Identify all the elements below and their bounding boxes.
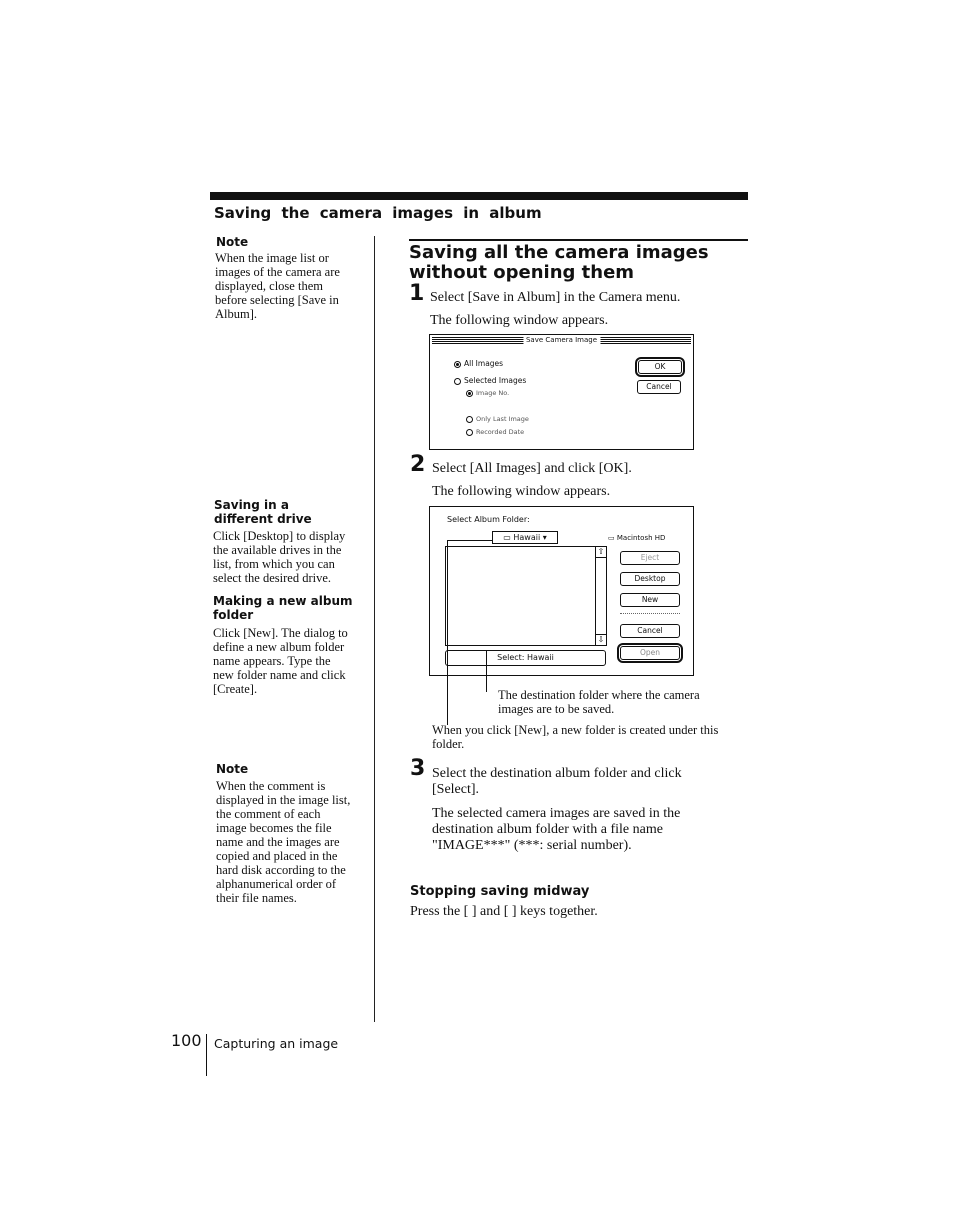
step-1-sub: The following window appears. [430, 313, 609, 328]
folder-popup[interactable] [492, 531, 558, 544]
dialog-label: Select Album Folder: [447, 515, 530, 524]
scroll-up-icon[interactable]: ⇧ [597, 547, 605, 556]
page-number: 100 [171, 1031, 202, 1050]
step-3-text: Select the destination album folder and click [Select]. [432, 766, 682, 797]
eject-button[interactable]: Eject [620, 551, 680, 565]
different-drive-heading: Saving in a different drive [214, 498, 312, 526]
radio-icon [466, 429, 473, 436]
step-2-sub: The following window appears. [432, 484, 611, 499]
option-image-no-label: Image No. [476, 389, 510, 397]
option-recorded-date-label: Recorded Date [476, 428, 525, 436]
note2-heading: Note [216, 762, 249, 776]
option-recorded-date[interactable] [466, 428, 524, 436]
new-album-text: Click [New]. The dialog to define a new album folder name appears. Type the new folder name and click [Create]. [213, 626, 348, 696]
select-album-folder-dialog [429, 506, 694, 676]
column-divider [374, 236, 375, 1022]
cancel-button[interactable]: Cancel [637, 380, 681, 394]
dialog-title: Save Camera Image [523, 335, 600, 345]
folder-list[interactable] [445, 546, 607, 646]
footer-divider [206, 1034, 207, 1076]
new-button[interactable]: New [620, 593, 680, 607]
step-3-sub: The selected camera images are saved in the destination album folder with a file name "IMAGE***" (***: serial number). [432, 806, 681, 853]
note-text: When the image list or images of the camera are displayed, close them before selecting [Save in Album]. [215, 251, 340, 321]
drive-label [608, 534, 665, 542]
step-3-number: 3 [410, 756, 426, 781]
radio-selected-icon [454, 361, 461, 368]
main-title: Saving all the camera images without opening them [409, 242, 709, 283]
callout-line [486, 650, 487, 692]
drive-icon: ▭ [608, 534, 615, 542]
option-all-images[interactable] [454, 359, 503, 368]
new-folder-note: When you click [New], a new folder is created under this folder. [432, 723, 719, 751]
option-image-no[interactable] [466, 389, 509, 397]
save-camera-image-dialog [429, 334, 694, 450]
radio-icon [454, 378, 461, 385]
scroll-down-icon[interactable]: ⇩ [597, 635, 605, 644]
folder-icon: ▭ [503, 533, 511, 542]
destination-callout: The destination folder where the camera images are to be saved. [498, 688, 700, 716]
footer-label: Capturing an image [214, 1036, 339, 1051]
title-rule [409, 239, 748, 241]
callout-line-top [447, 540, 493, 541]
note2-text: When the comment is displayed in the image list, the comment of each image becomes the file name and the images are copied and placed in the hard disk according to the alphanumerical order of their file names. [216, 779, 351, 905]
different-drive-text: Click [Desktop] to display the available drives in the list, from which you can select the desired drive. [213, 529, 346, 585]
step-1-text: Select [Save in Album] in the Camera menu. [430, 290, 681, 305]
section-title: Saving the camera images in album [214, 204, 542, 222]
button-divider [620, 613, 680, 614]
stopping-heading: Stopping saving midway [410, 884, 590, 899]
desktop-button[interactable]: Desktop [620, 572, 680, 586]
cancel-button[interactable]: Cancel [620, 624, 680, 638]
step-2-number: 2 [410, 452, 426, 477]
folder-popup-label: Hawaii [513, 533, 541, 542]
option-only-last-label: Only Last Image [476, 415, 529, 423]
section-rule [210, 192, 748, 200]
drive-name: Macintosh HD [616, 534, 666, 542]
option-selected-images[interactable] [454, 376, 526, 385]
option-selected-label: Selected Images [464, 376, 527, 385]
stopping-text: Press the [ ] and [ ] keys together. [410, 904, 598, 919]
ok-button[interactable]: OK [638, 360, 682, 374]
radio-selected-icon [466, 390, 473, 397]
note-heading: Note [216, 235, 249, 249]
callout-line-new [447, 540, 448, 725]
dialog-titlebar [432, 337, 691, 344]
step-1-number: 1 [409, 281, 425, 306]
scrollbar[interactable] [595, 547, 606, 645]
option-all-label: All Images [464, 359, 504, 368]
select-button[interactable]: Select: Hawaii [445, 650, 606, 666]
chevron-down-icon: ▾ [542, 533, 547, 542]
option-only-last[interactable] [466, 415, 529, 423]
radio-icon [466, 416, 473, 423]
new-album-heading: Making a new album folder [213, 594, 353, 622]
step-2-text: Select [All Images] and click [OK]. [432, 461, 632, 476]
open-button[interactable]: Open [620, 646, 680, 660]
